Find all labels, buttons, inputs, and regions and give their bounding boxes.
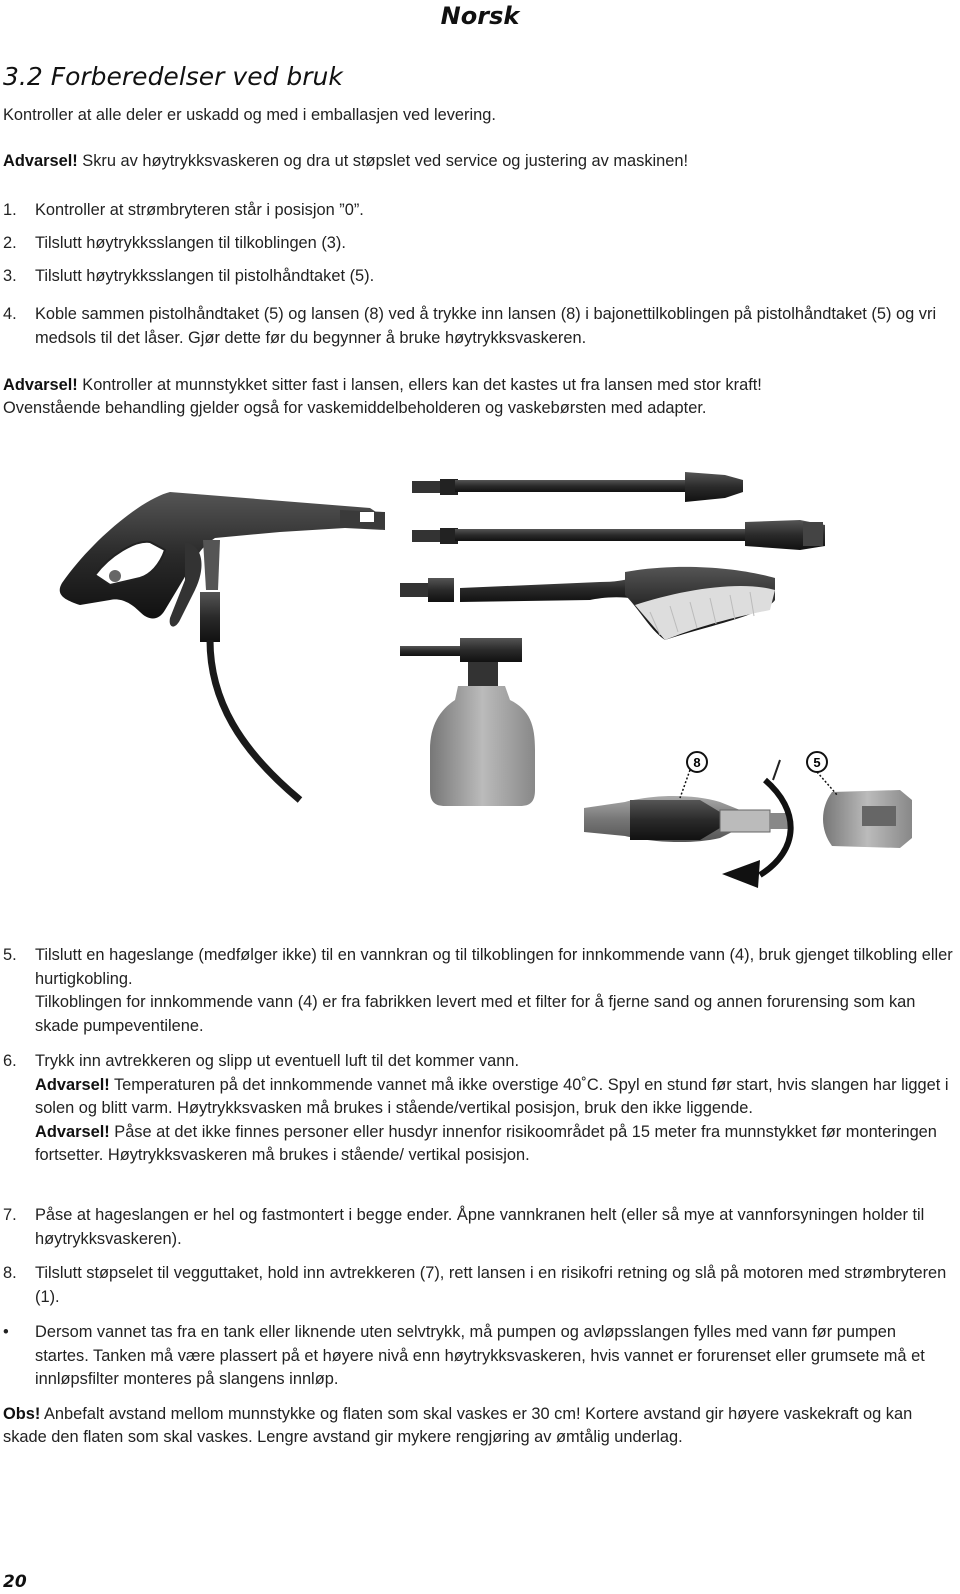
- warning-text: Temperaturen på det innkommende vannet må ikke overstige 40˚C. Spyl en stund før start, hvis slangen har ligget i solen og blitt varm. Høytrykksvasken må brukes i stående/vertikal posisjon, bruk den ikke liggende.: [35, 1075, 949, 1118]
- step-text: Tilslutt høytrykksslangen til pistolhåndtaket (5).: [35, 267, 375, 285]
- accessories-illustration: [0, 450, 960, 910]
- lance-icon: [412, 472, 743, 502]
- warning-text: Skru av høytrykksvaskeren og dra ut støpslet ved service og justering av maskinen!: [77, 152, 689, 170]
- bullet-tank: [3, 1321, 953, 1392]
- callout-8: 8: [693, 755, 701, 770]
- warning-label: Advarsel!: [35, 1075, 110, 1094]
- warning-label: Advarsel!: [35, 1122, 110, 1141]
- bullet-mark: •: [3, 1323, 9, 1341]
- step-text-2: Tilkoblingen for innkommende vann (4) er fra fabrikken levert med et filter for å fjerne sand og annen forurensing som kan skade pumpeventilene.: [35, 993, 916, 1035]
- step-number: 7.: [3, 1206, 17, 1224]
- step-number: 2.: [3, 234, 17, 252]
- warning-service: [3, 150, 953, 173]
- step-number: 8.: [3, 1264, 17, 1282]
- note-distance: [3, 1403, 953, 1450]
- warning-text: Kontroller at munnstykket sitter fast i lansen, ellers kan det kastes ut fra lansen med stor kraft!: [77, 376, 762, 394]
- step-6: [3, 1050, 953, 1168]
- step-7: [3, 1204, 953, 1251]
- step-text: Tilslutt støpselet til vegguttaket, hold inn avtrekkeren (7), rett lansen i en risikofri retning og slå på motoren med strømbryteren (1).: [35, 1264, 947, 1306]
- step-number: 3.: [3, 267, 17, 285]
- callout-5: 5: [813, 755, 821, 770]
- step-text: Kontroller at strømbryteren står i posisjon ”0”.: [35, 201, 364, 219]
- intro-text: Kontroller at alle deler er uskadd og med i emballasjen ved levering.: [3, 106, 496, 124]
- note-label: Obs!: [3, 1405, 41, 1423]
- wash-brush-icon: [460, 567, 775, 640]
- page-number: 20: [3, 1572, 27, 1592]
- step-4: [3, 303, 953, 350]
- step-number: 1.: [3, 201, 17, 219]
- step-5: [3, 944, 953, 1038]
- step-3: [3, 265, 953, 289]
- note-text: Anbefalt avstand mellom munnstykke og flaten som skal vaskes er 30 cm! Kortere avstand gir høyere vaskekraft og kan skade den flaten som skal vaskes. Lengre avstand gir mykere rengjøring av ømtålig underlag.: [3, 1405, 913, 1447]
- step-1: [3, 199, 953, 223]
- step-warning-temperature: [35, 1074, 953, 1121]
- warning-label: Advarsel!: [3, 152, 78, 170]
- step-text: Trykk inn avtrekkeren og slipp ut eventuell luft til det kommer vann.: [35, 1052, 520, 1070]
- warning-label: Advarsel!: [3, 376, 78, 394]
- bayonet-connection-detail-icon: [584, 752, 912, 888]
- step-text: Tilslutt høytrykksslangen til tilkoblingen (3).: [35, 234, 346, 252]
- lance-adjustable-icon: [412, 520, 825, 550]
- section-title: 3.2 Forberedelser ved bruk: [3, 62, 343, 91]
- warning-text: Påse at det ikke finnes personer eller husdyr innenfor risikoområdet på 15 meter fra munnstykket før monteringen fortsetter. Høytrykksvaskeren må brukes i stående/ vertikal posisjon.: [35, 1122, 937, 1165]
- step-2: [3, 232, 953, 256]
- detergent-bottle-icon: [400, 638, 535, 806]
- step-warning-risk-area: [35, 1121, 953, 1168]
- step-8: [3, 1262, 953, 1309]
- step-number: 6.: [3, 1052, 17, 1070]
- step-number: 4.: [3, 305, 17, 323]
- step-text: Påse at hageslangen er hel og fastmontert i begge ender. Åpne vannkranen helt (eller så mye at vannforsyningen holder til høytrykksvaskeren).: [35, 1206, 925, 1248]
- warning-text-line2: Ovenstående behandling gjelder også for vaskemiddelbeholderen og vaskebørsten med adapter.: [3, 399, 707, 417]
- step-number: 5.: [3, 946, 17, 964]
- step-text: Koble sammen pistolhåndtaket (5) og lansen (8) ved å trykke inn lansen (8) i bajonettilkoblingen på pistolhåndtaket (5) og vri medsols til det låser. Gjør dette før du begynner å bruke høytrykksvaskeren.: [35, 305, 937, 347]
- step-text: Tilslutt en hageslange (medfølger ikke) til en vannkran og til tilkoblingen for innkommende vann (4), bruk gjenget tilkobling eller hurtigkobling.: [35, 946, 953, 988]
- warning-nozzle: [3, 374, 953, 420]
- brush-adapter-icon: [400, 578, 454, 602]
- bullet-text: Dersom vannet tas fra en tank eller liknende uten selvtrykk, må pumpen og avløpsslangen fylles med vann før pumpen startes. Tanken må være plassert på et høyere nivå enn høytrykksvaskeren, hvis vannet er forurenset eller grumsete må et innløpsfilter monteres på slangens innløp.: [35, 1323, 925, 1389]
- language-header: Norsk: [440, 2, 520, 30]
- spray-gun-icon: [60, 492, 385, 800]
